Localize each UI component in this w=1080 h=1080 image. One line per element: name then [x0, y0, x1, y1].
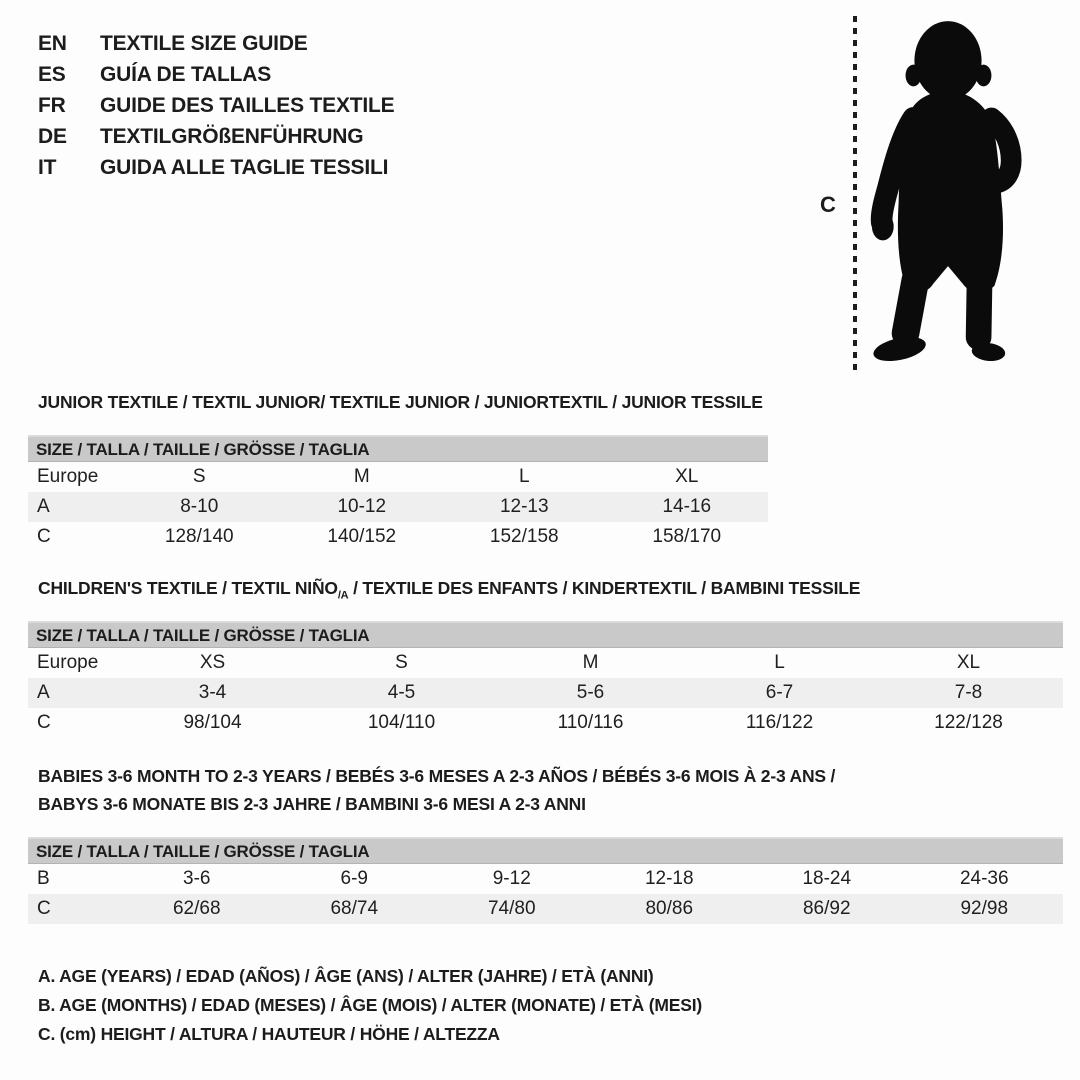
size-cell: 158/170: [652, 526, 722, 547]
language-row-it: [38, 152, 394, 183]
size-cell: M: [582, 652, 599, 673]
language-label: TEXTILE SIZE GUIDE: [100, 31, 308, 55]
table-header-band: SIZE / TALLA / TAILLE / GRÖSSE / TAGLIA: [28, 621, 1063, 648]
language-row-fr: [38, 90, 394, 121]
size-cell: 24-36: [959, 868, 1009, 889]
size-cell: 6-7: [765, 682, 794, 703]
size-cell: 18-24: [802, 868, 852, 889]
toddler-silhouette-icon: [868, 16, 1026, 368]
language-code: ES: [38, 62, 66, 86]
height-measure-line: [853, 16, 857, 372]
size-cell: 9-12: [492, 868, 531, 889]
size-cell: 152/158: [489, 526, 559, 547]
row-label: Europe: [37, 652, 99, 673]
size-cell: L: [774, 652, 785, 673]
size-cell: 122/128: [934, 712, 1003, 733]
language-label: GUIDA ALLE TAGLIE TESSILI: [100, 155, 389, 179]
height-measure-label: C: [820, 192, 836, 217]
row-label: Europe: [37, 466, 99, 487]
children-size-table: [28, 621, 1063, 738]
table-row: [28, 864, 1063, 894]
legend-line-age-years: A. AGE (YEARS) / EDAD (AÑOS) / ÂGE (ANS) / ALTER (JAHRE) / ETÀ (ANNI): [38, 966, 654, 986]
size-cell: 5-6: [576, 682, 605, 703]
language-row-de: [38, 121, 394, 152]
size-cell: 128/140: [164, 526, 234, 547]
size-cell: 68/74: [330, 898, 379, 919]
size-cell: L: [518, 466, 530, 487]
row-label: C: [37, 712, 51, 733]
size-cell: 3-4: [198, 682, 227, 703]
size-cell: 4-5: [387, 682, 416, 703]
babies-size-table: [28, 837, 1063, 924]
size-cell: XL: [675, 466, 699, 487]
row-label: C: [37, 898, 51, 919]
size-cell: 116/122: [745, 712, 814, 733]
language-list: [38, 28, 394, 183]
size-cell: 14-16: [662, 496, 712, 517]
legend: [38, 962, 702, 1049]
table-row: [28, 708, 1063, 738]
table-row: [28, 894, 1063, 924]
table-header-band: SIZE / TALLA / TAILLE / GRÖSSE / TAGLIA: [28, 435, 768, 462]
size-cell: 98/104: [183, 712, 242, 733]
size-cell: 104/110: [367, 712, 436, 733]
size-cell: S: [395, 652, 408, 673]
junior-size-table: [28, 435, 768, 552]
table-row: [28, 492, 768, 522]
size-cell: XL: [956, 652, 981, 673]
size-cell: XS: [199, 652, 226, 673]
legend-line-age-months: B. AGE (MONTHS) / EDAD (MESES) / ÂGE (MOIS) / ALTER (MONATE) / ETÀ (MESI): [38, 995, 702, 1015]
size-cell: 6-9: [340, 868, 368, 889]
language-code: DE: [38, 124, 67, 148]
language-row-es: [38, 59, 394, 90]
section-title-text: CHILDREN'S TEXTILE / TEXTIL NIÑO: [38, 578, 338, 598]
size-cell: 62/68: [172, 898, 221, 919]
section-title-babies-line2: BABYS 3-6 MONATE BIS 2-3 JAHRE / BAMBINI 3-6 MESI A 2-3 ANNI: [38, 794, 586, 814]
language-label: GUIDE DES TAILLES TEXTILE: [100, 93, 395, 117]
size-cell: 10-12: [337, 496, 387, 517]
size-cell: M: [353, 466, 370, 487]
size-cell: 92/98: [960, 898, 1009, 919]
size-cell: 86/92: [802, 898, 851, 919]
table-row: [28, 678, 1063, 708]
size-cell: 74/80: [487, 898, 536, 919]
size-cell: 110/116: [557, 712, 624, 733]
language-row-en: [38, 28, 394, 59]
table-header-band: SIZE / TALLA / TAILLE / GRÖSSE / TAGLIA: [28, 837, 1063, 864]
language-code: EN: [38, 31, 67, 55]
language-label: TEXTILGRÖßENFÜHRUNG: [100, 124, 364, 148]
section-title-subscript: /A: [337, 589, 349, 602]
table-row: [28, 522, 768, 552]
row-label: A: [37, 682, 50, 703]
table-row: [28, 648, 1063, 678]
row-label: A: [37, 496, 50, 517]
section-title-children: [38, 577, 860, 607]
size-cell: 3-6: [183, 868, 211, 889]
row-label: B: [37, 868, 50, 889]
section-title-junior: JUNIOR TEXTILE / TEXTIL JUNIOR/ TEXTILE JUNIOR / JUNIORTEXTIL / JUNIOR TESSILE: [38, 392, 763, 412]
size-cell: 12-18: [644, 868, 694, 889]
section-title-babies-line1: BABIES 3-6 MONTH TO 2-3 YEARS / BEBÉS 3-6 MESES A 2-3 AÑOS / BÉBÉS 3-6 MOIS À 2-3 ANS /: [38, 766, 836, 786]
size-cell: 12-13: [499, 496, 549, 517]
table-row: [28, 462, 768, 492]
row-label: C: [37, 526, 51, 547]
size-cell: 7-8: [954, 682, 983, 703]
section-title-text: / TEXTILE DES ENFANTS / KINDERTEXTIL / BAMBINI TESSILE: [348, 578, 861, 598]
language-code: IT: [38, 155, 57, 179]
language-code: FR: [38, 93, 66, 117]
size-cell: 80/86: [645, 898, 694, 919]
size-cell: 8-10: [180, 496, 219, 517]
legend-line-height: C. (cm) HEIGHT / ALTURA / HAUTEUR / HÖHE / ALTEZZA: [38, 1024, 500, 1044]
size-cell: S: [192, 466, 206, 487]
language-label: GUÍA DE TALLAS: [100, 62, 272, 86]
size-cell: 140/152: [327, 526, 397, 547]
